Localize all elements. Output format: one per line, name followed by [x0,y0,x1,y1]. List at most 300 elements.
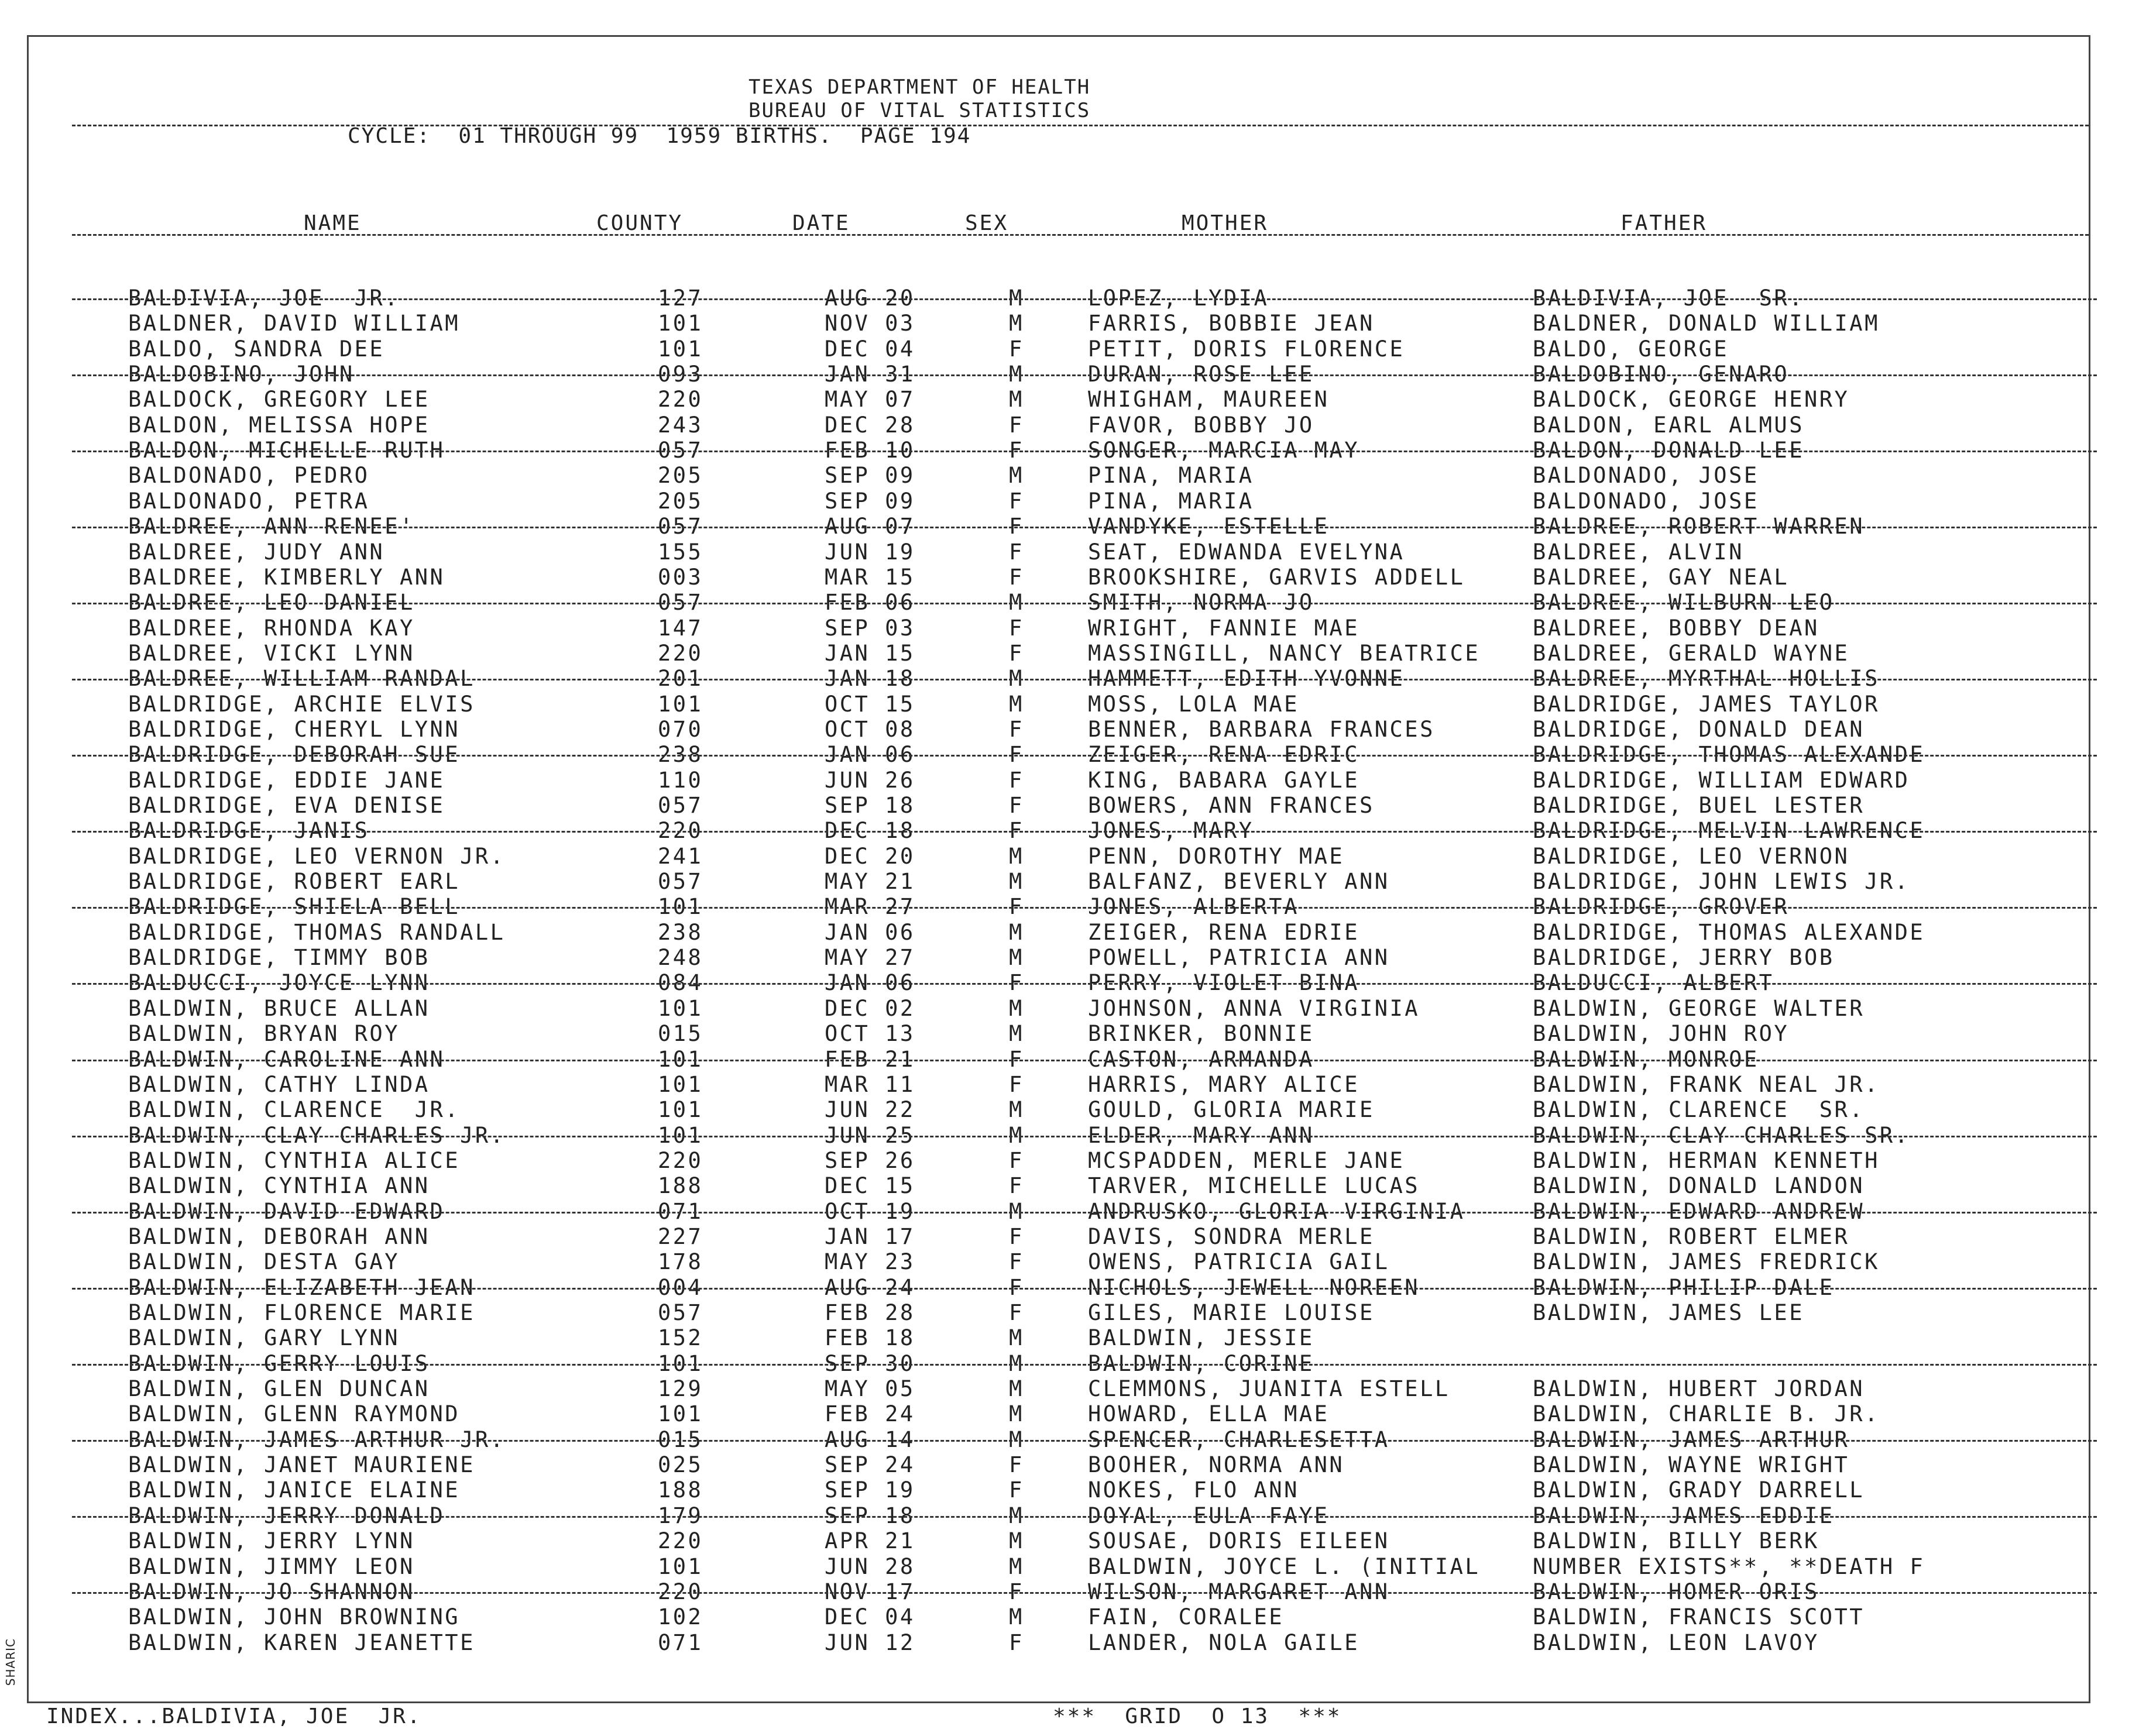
cell-sex: M [1009,1401,1024,1427]
cell-date: SEP 18 [825,793,915,818]
cell-date: DEC 15 [825,1173,915,1199]
cell-county: 003 [658,564,703,590]
cell-father: BALDWIN, EDWARD ANDREW [1533,1198,1865,1224]
cell-father: BALDWIN, FRANCIS SCOTT [1533,1604,1865,1630]
cell-father: BALDWIN, HUBERT JORDAN [1533,1376,1865,1402]
cell-county: 220 [658,818,703,844]
table-row [29,717,2089,742]
table-row [29,1325,2089,1350]
cell-county: 220 [658,1528,703,1554]
cell-father: BALDON, DONALD LEE [1533,438,1804,463]
cell-date: FEB 21 [825,1046,915,1072]
cell-date: DEC 18 [825,818,915,844]
cell-name: BALDREE, RHONDA KAY [128,615,415,641]
cell-date: MAY 27 [825,945,915,971]
cell-mother: GOULD, GLORIA MARIE [1088,1097,1375,1123]
cell-father: NUMBER EXISTS**, **DEATH F [1533,1553,1925,1579]
cell-date: JAN 06 [825,970,915,996]
cell-county: 238 [658,742,703,768]
table-row [29,1148,2089,1173]
cell-county: 101 [658,691,703,717]
cell-mother: SEAT, EDWANDA EVELYNA [1088,539,1405,565]
cell-father: BALDIVIA, JOE SR. [1533,286,1804,311]
cell-mother: MCSPADDEN, MERLE JANE [1088,1147,1405,1173]
cell-mother: SOUSAE, DORIS EILEEN [1088,1528,1390,1554]
cell-mother: JOHNSON, ANNA VIRGINIA [1088,995,1420,1021]
cell-father: BALDWIN, MONROE [1533,1046,1759,1072]
cell-county: 015 [658,1021,703,1047]
cell-date: FEB 06 [825,590,915,616]
cell-mother: ZEIGER, RENA EDRIE [1088,919,1359,945]
cell-name: BALDUCCI, JOYCE LYNN [128,970,430,996]
cell-father: BALDREE, BOBBY DEAN [1533,615,1819,641]
table-row [29,565,2089,590]
table-row [29,793,2089,818]
table-row [29,666,2089,691]
cell-father: BALDRIDGE, GROVER [1533,894,1790,920]
cell-date: OCT 13 [825,1021,915,1047]
cell-name: BALDREE, VICKI LYNN [128,640,415,666]
cell-name: BALDWIN, GERRY LOUIS [128,1350,430,1376]
cell-date: DEC 20 [825,843,915,869]
cell-mother: POWELL, PATRICIA ANN [1088,945,1390,971]
cell-sex: F [1009,1147,1024,1173]
cell-father: BALDWIN, CLAY CHARLES SR. [1533,1122,1910,1148]
cell-name: BALDOCK, GREGORY LEE [128,387,430,412]
column-header-sex: SEX [965,211,1009,235]
cell-county: 004 [658,1274,703,1300]
cell-name: BALDREE, KIMBERLY ANN [128,564,445,590]
table-row [29,362,2089,387]
cell-county: 188 [658,1173,703,1199]
cell-county: 248 [658,945,703,971]
cell-father: BALDREE, GERALD WAYNE [1533,640,1850,666]
column-header-county: COUNTY [596,211,684,235]
cell-date: AUG 07 [825,514,915,539]
table-row [29,286,2089,311]
cell-father: BALDWIN, HOMER ORIS [1533,1579,1819,1604]
cell-mother: PERRY, VIOLET BINA [1088,970,1359,996]
cell-county: 152 [658,1325,703,1351]
cell-date: AUG 24 [825,1274,915,1300]
cell-sex: M [1009,919,1024,945]
cell-sex: F [1009,438,1024,463]
cell-date: SEP 09 [825,488,915,514]
cell-sex: M [1009,869,1024,895]
grid-footer: *** GRID O 13 *** [1053,1704,1342,1728]
cell-mother: DAVIS, SONDRA MERLE [1088,1223,1375,1249]
cell-date: JUN 25 [825,1122,915,1148]
cell-county: 220 [658,1147,703,1173]
cell-father: BALDWIN, HERMAN KENNETH [1533,1147,1880,1173]
cell-sex: M [1009,1097,1024,1123]
cell-mother: BALFANZ, BEVERLY ANN [1088,869,1390,895]
table-row [29,1021,2089,1046]
cell-county: 015 [658,1426,703,1452]
cell-date: OCT 08 [825,716,915,742]
cell-mother: BALDWIN, CORINE [1088,1350,1314,1376]
cell-father: BALDRIDGE, WILLIAM EDWARD [1533,767,1910,793]
cell-date: SEP 03 [825,615,915,641]
cell-sex: M [1009,1604,1024,1630]
cell-sex: F [1009,742,1024,768]
cell-county: 057 [658,869,703,895]
cell-name: BALDWIN, DEBORAH ANN [128,1223,430,1249]
table-row [29,1528,2089,1553]
cell-mother: NICHOLS, JEWELL NOREEN [1088,1274,1420,1300]
cell-name: BALDRIDGE, CHERYL LYNN [128,716,461,742]
table-row [29,387,2089,412]
report-subtitle: BUREAU OF VITAL STATISTICS [749,99,1091,122]
cell-mother: MOSS, LOLA MAE [1088,691,1299,717]
header-underline [72,234,2089,236]
cell-date: JAN 18 [825,666,915,692]
table-row [29,311,2089,336]
cell-sex: M [1009,843,1024,869]
cell-county: 205 [658,463,703,489]
cell-name: BALDWIN, BRUCE ALLAN [128,995,430,1021]
cell-mother: BENNER, BARBARA FRANCES [1088,716,1435,742]
cell-county: 057 [658,1300,703,1325]
cell-name: BALDWIN, JOHN BROWNING [128,1604,461,1630]
cell-name: BALDRIDGE, EDDIE JANE [128,767,445,793]
cell-county: 101 [658,1350,703,1376]
cell-date: DEC 28 [825,412,915,438]
cell-county: 102 [658,1604,703,1630]
cell-date: SEP 09 [825,463,915,489]
cell-sex: M [1009,387,1024,412]
cell-mother: WRIGHT, FANNIE MAE [1088,615,1359,641]
cell-mother: HAMMETT, EDITH YVONNE [1088,666,1405,692]
cell-name: BALDWIN, CYNTHIA ANN [128,1173,430,1199]
table-row [29,1072,2089,1097]
cell-date: JAN 06 [825,742,915,768]
table-row [29,1249,2089,1274]
cell-mother: TARVER, MICHELLE LUCAS [1088,1173,1420,1199]
cell-name: BALDWIN, JANET MAURIENE [128,1452,475,1478]
cell-father: BALDWIN, CLARENCE SR. [1533,1097,1865,1123]
cell-sex: M [1009,1503,1024,1528]
cell-date: MAY 23 [825,1249,915,1275]
cell-county: 179 [658,1503,703,1528]
table-row [29,1224,2089,1249]
cell-mother: BALDWIN, JOYCE L. (INITIAL [1088,1553,1481,1579]
cell-sex: M [1009,945,1024,971]
cell-mother: KING, BABARA GAYLE [1088,767,1359,793]
cell-sex: F [1009,1630,1024,1655]
cell-date: JUN 12 [825,1630,915,1655]
cell-father: BALDREE, GAY NEAL [1533,564,1790,590]
cell-mother: PINA, MARIA [1088,463,1254,489]
table-row [29,1427,2089,1452]
cell-mother: LANDER, NOLA GAILE [1088,1630,1359,1655]
table-row [29,869,2089,894]
cell-county: 093 [658,362,703,387]
cell-father: BALDOBINO, GENARO [1533,362,1790,387]
cell-sex: M [1009,995,1024,1021]
table-row [29,945,2089,970]
cell-name: BALDON, MELISSA HOPE [128,412,430,438]
cell-date: AUG 14 [825,1426,915,1452]
cell-date: SEP 24 [825,1452,915,1478]
cell-mother: HOWARD, ELLA MAE [1088,1401,1330,1427]
cell-name: BALDRIDGE, DEBORAH SUE [128,742,461,768]
cell-mother: JONES, MARY [1088,818,1254,844]
cell-county: 101 [658,1401,703,1427]
cell-name: BALDWIN, GLEN DUNCAN [128,1376,430,1402]
cell-father: BALDUCCI, ALBERT [1533,970,1774,996]
cell-sex: F [1009,336,1024,362]
cycle-line: CYCLE: 01 THROUGH 99 1959 BIRTHS. PAGE 194 [348,124,971,148]
cell-sex: F [1009,894,1024,920]
cell-name: BALDRIDGE, ROBERT EARL [128,869,461,895]
cell-name: BALDRIDGE, EVA DENISE [128,793,445,818]
cell-name: BALDWIN, ELIZABETH JEAN [128,1274,475,1300]
cell-sex: M [1009,666,1024,692]
cell-mother: OWENS, PATRICIA GAIL [1088,1249,1390,1275]
cell-mother: ANDRUSKO, GLORIA VIRGINIA [1088,1198,1465,1224]
cell-mother: CLEMMONS, JUANITA ESTELL [1088,1376,1450,1402]
column-header-name: NAME [304,211,362,235]
cell-father: BALDWIN, ROBERT ELMER [1533,1223,1850,1249]
table-row [29,742,2089,767]
table-row [29,1376,2089,1401]
cell-mother: ZEIGER, RENA EDRIC [1088,742,1359,768]
cell-mother: PETIT, DORIS FLORENCE [1088,336,1405,362]
cell-county: 101 [658,1097,703,1123]
cell-county: 084 [658,970,703,996]
cell-mother: BALDWIN, JESSIE [1088,1325,1314,1351]
cell-sex: M [1009,1122,1024,1148]
cell-date: JAN 17 [825,1223,915,1249]
cell-father: BALDWIN, LEON LAVOY [1533,1630,1819,1655]
cell-name: BALDWIN, JERRY LYNN [128,1528,415,1554]
cell-county: 178 [658,1249,703,1275]
cell-father: BALDREE, ALVIN [1533,539,1744,565]
cell-sex: M [1009,362,1024,387]
cell-mother: BOWERS, ANN FRANCES [1088,793,1375,818]
cell-father: BALDWIN, JOHN ROY [1533,1021,1790,1047]
cell-county: 220 [658,640,703,666]
table-row [29,412,2089,438]
cell-county: 071 [658,1630,703,1655]
cell-date: DEC 04 [825,336,915,362]
table-row [29,1604,2089,1630]
cell-date: APR 21 [825,1528,915,1554]
cell-sex: M [1009,463,1024,489]
cell-sex: F [1009,640,1024,666]
table-row [29,1275,2089,1300]
cell-date: MAR 11 [825,1071,915,1097]
cell-county: 155 [658,539,703,565]
cell-county: 227 [658,1223,703,1249]
cell-county: 057 [658,590,703,616]
cell-name: BALDREE, JUDY ANN [128,539,385,565]
table-row [29,1401,2089,1426]
report-frame [27,35,2090,1728]
cell-sex: F [1009,1249,1024,1275]
cell-sex: M [1009,1350,1024,1376]
cell-mother: SMITH, NORMA JO [1088,590,1314,616]
cell-name: BALDRIDGE, ARCHIE ELVIS [128,691,475,717]
cell-date: MAR 27 [825,894,915,920]
table-row [29,1579,2089,1604]
cell-sex: M [1009,311,1024,336]
report-title: TEXAS DEPARTMENT OF HEALTH [749,75,1091,99]
cell-date: MAY 07 [825,387,915,412]
cell-name: BALDO, SANDRA DEE [128,336,385,362]
cell-name: BALDWIN, BRYAN ROY [128,1021,400,1047]
table-row [29,514,2089,539]
table-row [29,894,2089,919]
table-row [29,1452,2089,1477]
table-row [29,1173,2089,1198]
cell-father: BALDWIN, JAMES FREDRICK [1533,1249,1880,1275]
cell-date: DEC 02 [825,995,915,1021]
table-row [29,336,2089,362]
cell-date: JAN 06 [825,919,915,945]
cell-sex: F [1009,767,1024,793]
cell-sex: M [1009,1553,1024,1579]
cell-county: 220 [658,1579,703,1604]
cell-date: JAN 15 [825,640,915,666]
cell-mother: GILES, MARIE LOUISE [1088,1300,1375,1325]
cell-county: 147 [658,615,703,641]
cell-mother: SPENCER, CHARLESETTA [1088,1426,1390,1452]
cell-sex: M [1009,1426,1024,1452]
cell-name: BALDWIN, CLARENCE JR. [128,1097,461,1123]
cell-sex: F [1009,970,1024,996]
cell-name: BALDON, MICHELLE RUTH [128,438,445,463]
cell-date: DEC 04 [825,1604,915,1630]
cell-county: 129 [658,1376,703,1402]
cell-father: BALDRIDGE, LEO VERNON [1533,843,1850,869]
table-row [29,1477,2089,1503]
cell-mother: FARRIS, BOBBIE JEAN [1088,311,1375,336]
cell-mother: HARRIS, MARY ALICE [1088,1071,1359,1097]
table-row [29,844,2089,869]
cell-father: BALDREE, WILBURN LEO [1533,590,1835,616]
cell-county: 188 [658,1477,703,1503]
cell-father: BALDREE, MYRTHAL HOLLIS [1533,666,1880,692]
column-header-date: DATE [792,211,850,235]
cell-mother: WHIGHAM, MAUREEN [1088,387,1330,412]
cell-date: AUG 20 [825,286,915,311]
cell-date: FEB 10 [825,438,915,463]
cell-sex: F [1009,1223,1024,1249]
cell-name: BALDWIN, GLENN RAYMOND [128,1401,461,1427]
cell-mother: FAVOR, BOBBY JO [1088,412,1314,438]
cell-county: 238 [658,919,703,945]
cell-sex: F [1009,1274,1024,1300]
cell-county: 101 [658,1553,703,1579]
cell-father: BALDWIN, GEORGE WALTER [1533,995,1865,1021]
cell-date: SEP 19 [825,1477,915,1503]
cell-mother: WILSON, MARGARET ANN [1088,1579,1390,1604]
cell-date: MAY 05 [825,1376,915,1402]
cell-mother: PINA, MARIA [1088,488,1254,514]
table-row [29,1199,2089,1224]
table-row [29,1503,2089,1528]
table-row [29,1554,2089,1579]
cell-sex: F [1009,1579,1024,1604]
cell-date: FEB 24 [825,1401,915,1427]
cell-name: BALDRIDGE, THOMAS RANDALL [128,919,506,945]
cell-father: BALDONADO, JOSE [1533,463,1759,489]
cell-name: BALDOBINO, JOHN [128,362,355,387]
column-header-mother: MOTHER [1182,211,1269,235]
cell-father: BALDWIN, JAMES LEE [1533,1300,1804,1325]
cell-mother: FAIN, CORALEE [1088,1604,1285,1630]
cell-county: 057 [658,438,703,463]
cell-county: 101 [658,311,703,336]
cell-county: 101 [658,1046,703,1072]
cell-name: BALDNER, DAVID WILLIAM [128,311,461,336]
cell-sex: F [1009,514,1024,539]
cell-county: 070 [658,716,703,742]
cell-father: BALDRIDGE, DONALD DEAN [1533,716,1865,742]
table-row [29,590,2089,615]
cell-sex: M [1009,590,1024,616]
cell-name: BALDWIN, JAMES ARTHUR JR. [128,1426,506,1452]
cell-county: 127 [658,286,703,311]
cell-date: SEP 30 [825,1350,915,1376]
cell-father: BALDRIDGE, JAMES TAYLOR [1533,691,1880,717]
cell-date: MAR 15 [825,564,915,590]
cell-mother: BOOHER, NORMA ANN [1088,1452,1345,1478]
cell-county: 110 [658,767,703,793]
cell-father: BALDWIN, WAYNE WRIGHT [1533,1452,1850,1478]
cell-date: JUN 26 [825,767,915,793]
cell-county: 057 [658,514,703,539]
cell-name: BALDRIDGE, JANIS [128,818,370,844]
cell-name: BALDWIN, CYNTHIA ALICE [128,1147,461,1173]
cell-father: BALDRIDGE, MELVIN LAWRENCE [1533,818,1925,844]
cell-name: BALDONADO, PEDRO [128,463,370,489]
cell-sex: F [1009,818,1024,844]
cell-name: BALDWIN, DESTA GAY [128,1249,400,1275]
table-row [29,489,2089,514]
cell-mother: NOKES, FLO ANN [1088,1477,1299,1503]
cell-mother: BRINKER, BONNIE [1088,1021,1314,1047]
cell-name: BALDWIN, KAREN JEANETTE [128,1630,475,1655]
table-row [29,616,2089,641]
cell-sex: F [1009,1300,1024,1325]
table-row [29,996,2089,1021]
cell-father: BALDRIDGE, JOHN LEWIS JR. [1533,869,1910,895]
cell-name: BALDREE, ANN RENEE' [128,514,415,539]
table-row [29,1047,2089,1072]
cell-father: BALDWIN, PHILIP DALE [1533,1274,1835,1300]
cell-sex: F [1009,564,1024,590]
cell-county: 057 [658,793,703,818]
cell-date: NOV 17 [825,1579,915,1604]
cell-county: 201 [658,666,703,692]
cell-date: MAY 21 [825,869,915,895]
cell-name: BALDWIN, JANICE ELAINE [128,1477,461,1503]
cell-mother: PENN, DOROTHY MAE [1088,843,1345,869]
cell-father: BALDRIDGE, JERRY BOB [1533,945,1835,971]
cell-father: BALDWIN, JAMES EDDIE [1533,1503,1835,1528]
cell-sex: F [1009,615,1024,641]
cell-name: BALDRIDGE, TIMMY BOB [128,945,430,971]
table-row [29,818,2089,843]
cell-father: BALDREE, ROBERT WARREN [1533,514,1865,539]
cell-mother: BROOKSHIRE, GARVIS ADDELL [1088,564,1465,590]
cell-sex: M [1009,1198,1024,1224]
cell-name: BALDREE, LEO DANIEL [128,590,415,616]
cell-date: OCT 15 [825,691,915,717]
